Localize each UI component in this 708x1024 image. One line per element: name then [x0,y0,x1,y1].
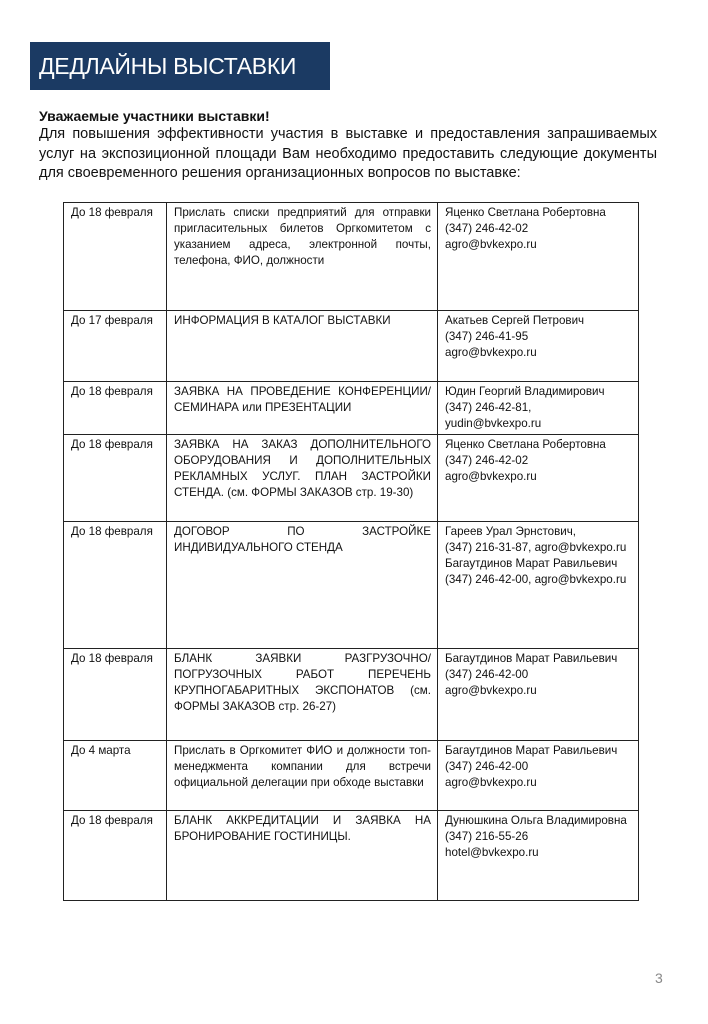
contact-cell [438,522,639,649]
contact-line: (347) 246-42-02 [445,222,529,235]
table-row [64,649,639,741]
contact-cell [438,382,639,435]
task-cell: ЗАЯВКА НА ЗАКАЗ ДОПОЛНИТЕЛЬНОГО ОБОРУДОВАНИЯ И ДОПОЛНИТЕЛЬНЫХ РЕКЛАМНЫХ УСЛУГ. ПЛАН ЗАСТРОЙКИ СТЕНДА. (см. ФОРМЫ ЗАКАЗОВ стр. 19-30) [167,435,438,522]
deadlines-table [63,202,639,901]
contact-line: (347) 246-41-95 [445,330,529,343]
contact-line: Гареев Урал Эрнстович, [445,525,577,538]
contact-line: (347) 246-42-00 [445,668,529,681]
contact-line: Дунюшкина Ольга Владимировна [445,814,627,827]
contact-line: Багаутдинов Марат Равильевич [445,652,618,665]
contact-line: (347) 216-31-87, agro@bvkexpo.ru [445,541,627,554]
contact-line: (347) 246-42-02 [445,454,529,467]
table-row [64,435,639,522]
table-row [64,522,639,649]
page-title: ДЕДЛАЙНЫ ВЫСТАВКИ [30,42,330,90]
contact-cell [438,649,639,741]
contact-line: (347) 246-42-81, [445,401,532,414]
contact-line: agro@bvkexpo.ru [445,346,537,359]
deadline-cell: До 4 марта [64,741,167,811]
contact-cell [438,435,639,522]
table-row [64,811,639,901]
task-cell: ЗАЯВКА НА ПРОВЕДЕНИЕ КОНФЕРЕНЦИИ/ СЕМИНАРА или ПРЕЗЕНТАЦИИ [167,382,438,435]
table-row [64,203,639,311]
contact-line: Юдин Георгий Владимирович [445,385,605,398]
task-cell: БЛАНК АККРЕДИТАЦИИ И ЗАЯВКА НА БРОНИРОВАНИЕ ГОСТИНИЦЫ. [167,811,438,901]
contact-line: agro@bvkexpo.ru [445,776,537,789]
deadline-cell: До 18 февраля [64,522,167,649]
contact-line: yudin@bvkexpo.ru [445,417,542,430]
contact-line: Яценко Светлана Робертовна [445,438,606,451]
task-cell: ИНФОРМАЦИЯ В КАТАЛОГ ВЫСТАВКИ [167,311,438,382]
contact-line: Акатьев Сергей Петрович [445,314,585,327]
contact-line: hotel@bvkexpo.ru [445,846,539,859]
table-row [64,741,639,811]
task-cell: БЛАНК ЗАЯВКИ РАЗГРУЗОЧНО/ПОГРУЗОЧНЫХ РАБОТ ПЕРЕЧЕНЬ КРУПНОГАБАРИТНЫХ ЭКСПОНАТОВ (см. ФОРМЫ ЗАКАЗОВ стр. 26-27) [167,649,438,741]
contact-cell [438,811,639,901]
task-cell: Прислать списки предприятий для отправки пригласительных билетов Оргкомитетом с указанием адреса, электронной почты, телефона, ФИО, должности [167,203,438,311]
deadline-cell: До 18 февраля [64,382,167,435]
contact-line: Яценко Светлана Робертовна [445,206,606,219]
deadline-cell: До 18 февраля [64,203,167,311]
contact-cell [438,203,639,311]
contact-line: Багаутдинов Марат Равильевич [445,557,618,570]
contact-line: agro@bvkexpo.ru [445,684,537,697]
greeting: Уважаемые участники выставки! [39,108,270,124]
contact-line: agro@bvkexpo.ru [445,470,537,483]
intro-text: Для повышения эффективности участия в выставке и предоставления запрашиваемых услуг на экспозиционной площади Вам необходимо предоставить следующие документы для своевременного решения организационных вопросов по выставке: [39,126,657,181]
deadline-cell: До 18 февраля [64,435,167,522]
deadline-cell: До 18 февраля [64,649,167,741]
contact-line: Багаутдинов Марат Равильевич [445,744,618,757]
table-row [64,311,639,382]
task-cell: ДОГОВОР ПО ЗАСТРОЙКЕ ИНДИВИДУАЛЬНОГО СТЕНДА [167,522,438,649]
deadline-cell: До 17 февраля [64,311,167,382]
contact-cell [438,311,639,382]
contact-line: agro@bvkexpo.ru [445,238,537,251]
task-cell: Прислать в Оргкомитет ФИО и должности топ-менеджмента компании для встречи официальной делегации при обходе выставки [167,741,438,811]
contact-line: (347) 216-55-26 [445,830,529,843]
page-number: 3 [655,970,663,986]
contact-cell [438,741,639,811]
table-row [64,382,639,435]
contact-line: (347) 246-42-00, agro@bvkexpo.ru [445,573,627,586]
contact-line: (347) 246-42-00 [445,760,529,773]
deadline-cell: До 18 февраля [64,811,167,901]
